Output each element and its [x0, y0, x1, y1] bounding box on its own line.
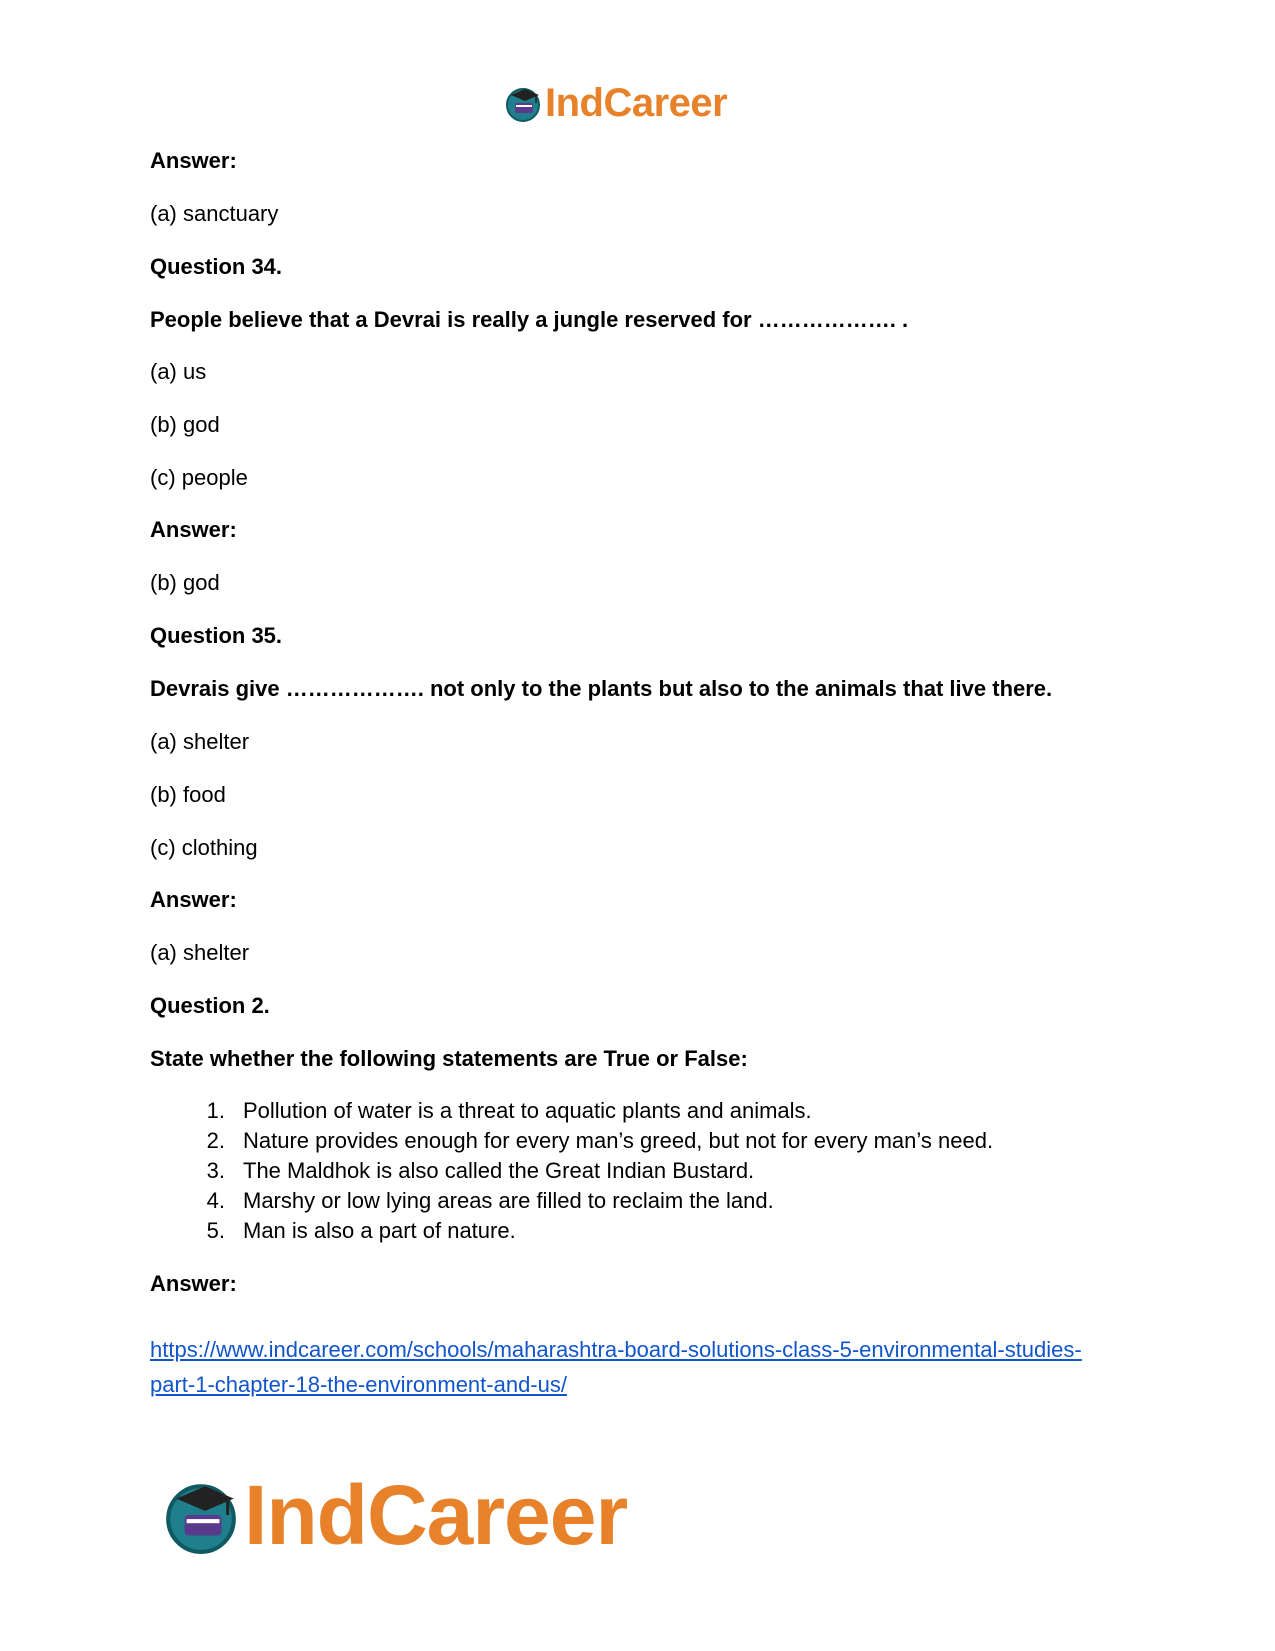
list-number: 4. [206, 1188, 225, 1213]
list-number: 2. [206, 1128, 225, 1153]
answer-value: (b) god [150, 570, 220, 595]
globe-graduation-cap-icon [160, 1474, 242, 1556]
footer-logo-wordmark: IndCareer [244, 1468, 628, 1562]
list-item [150, 1217, 516, 1245]
list-number: 5. [206, 1218, 225, 1243]
header-logo-wordmark: IndCareer [545, 81, 728, 125]
question-heading: Question 34. [150, 254, 283, 279]
option: (a) us [150, 359, 207, 384]
question-heading: Question 35. [150, 623, 283, 648]
list-text: Marshy or low lying areas are filled to reclaim the land. [243, 1188, 774, 1213]
footer-logo [160, 1470, 627, 1560]
list-item [150, 1157, 754, 1185]
source-link-line-1[interactable]: https://www.indcareer.com/schools/maharashtra-board-solutions-class-5-environmental-studies- [150, 1337, 1082, 1362]
answer-value: (a) sanctuary [150, 201, 279, 226]
list-number: 3. [206, 1158, 225, 1183]
list-item [150, 1097, 812, 1125]
list-text: Nature provides enough for every man’s greed, but not for every man’s need. [243, 1128, 994, 1153]
question-text: Devrais give ………………. not only to the plants but also to the animals that live there. [150, 676, 1053, 701]
source-link-line-2[interactable]: part-1-chapter-18-the-environment-and-us/ [150, 1372, 567, 1397]
header-logo [503, 80, 727, 126]
answer-label: Answer: [150, 1271, 237, 1296]
option: (a) shelter [150, 729, 250, 754]
question-heading: Question 2. [150, 993, 270, 1018]
globe-graduation-cap-icon [503, 83, 543, 123]
list-item [150, 1187, 774, 1215]
answer-label: Answer: [150, 887, 237, 912]
list-number: 1. [206, 1098, 225, 1123]
option: (c) clothing [150, 835, 258, 860]
option: (b) food [150, 782, 226, 807]
option: (c) people [150, 465, 248, 490]
list-text: Man is also a part of nature. [243, 1218, 516, 1243]
list-text: The Maldhok is also called the Great Indian Bustard. [243, 1158, 755, 1183]
option: (b) god [150, 412, 220, 437]
answer-label: Answer: [150, 517, 237, 542]
answer-value: (a) shelter [150, 940, 250, 965]
list-text: Pollution of water is a threat to aquatic plants and animals. [243, 1098, 812, 1123]
question-text: People believe that a Devrai is really a jungle reserved for ………………. . [150, 307, 909, 332]
answer-label: Answer: [150, 148, 237, 173]
question-text: State whether the following statements are True or False: [150, 1046, 748, 1071]
list-item [150, 1127, 993, 1155]
